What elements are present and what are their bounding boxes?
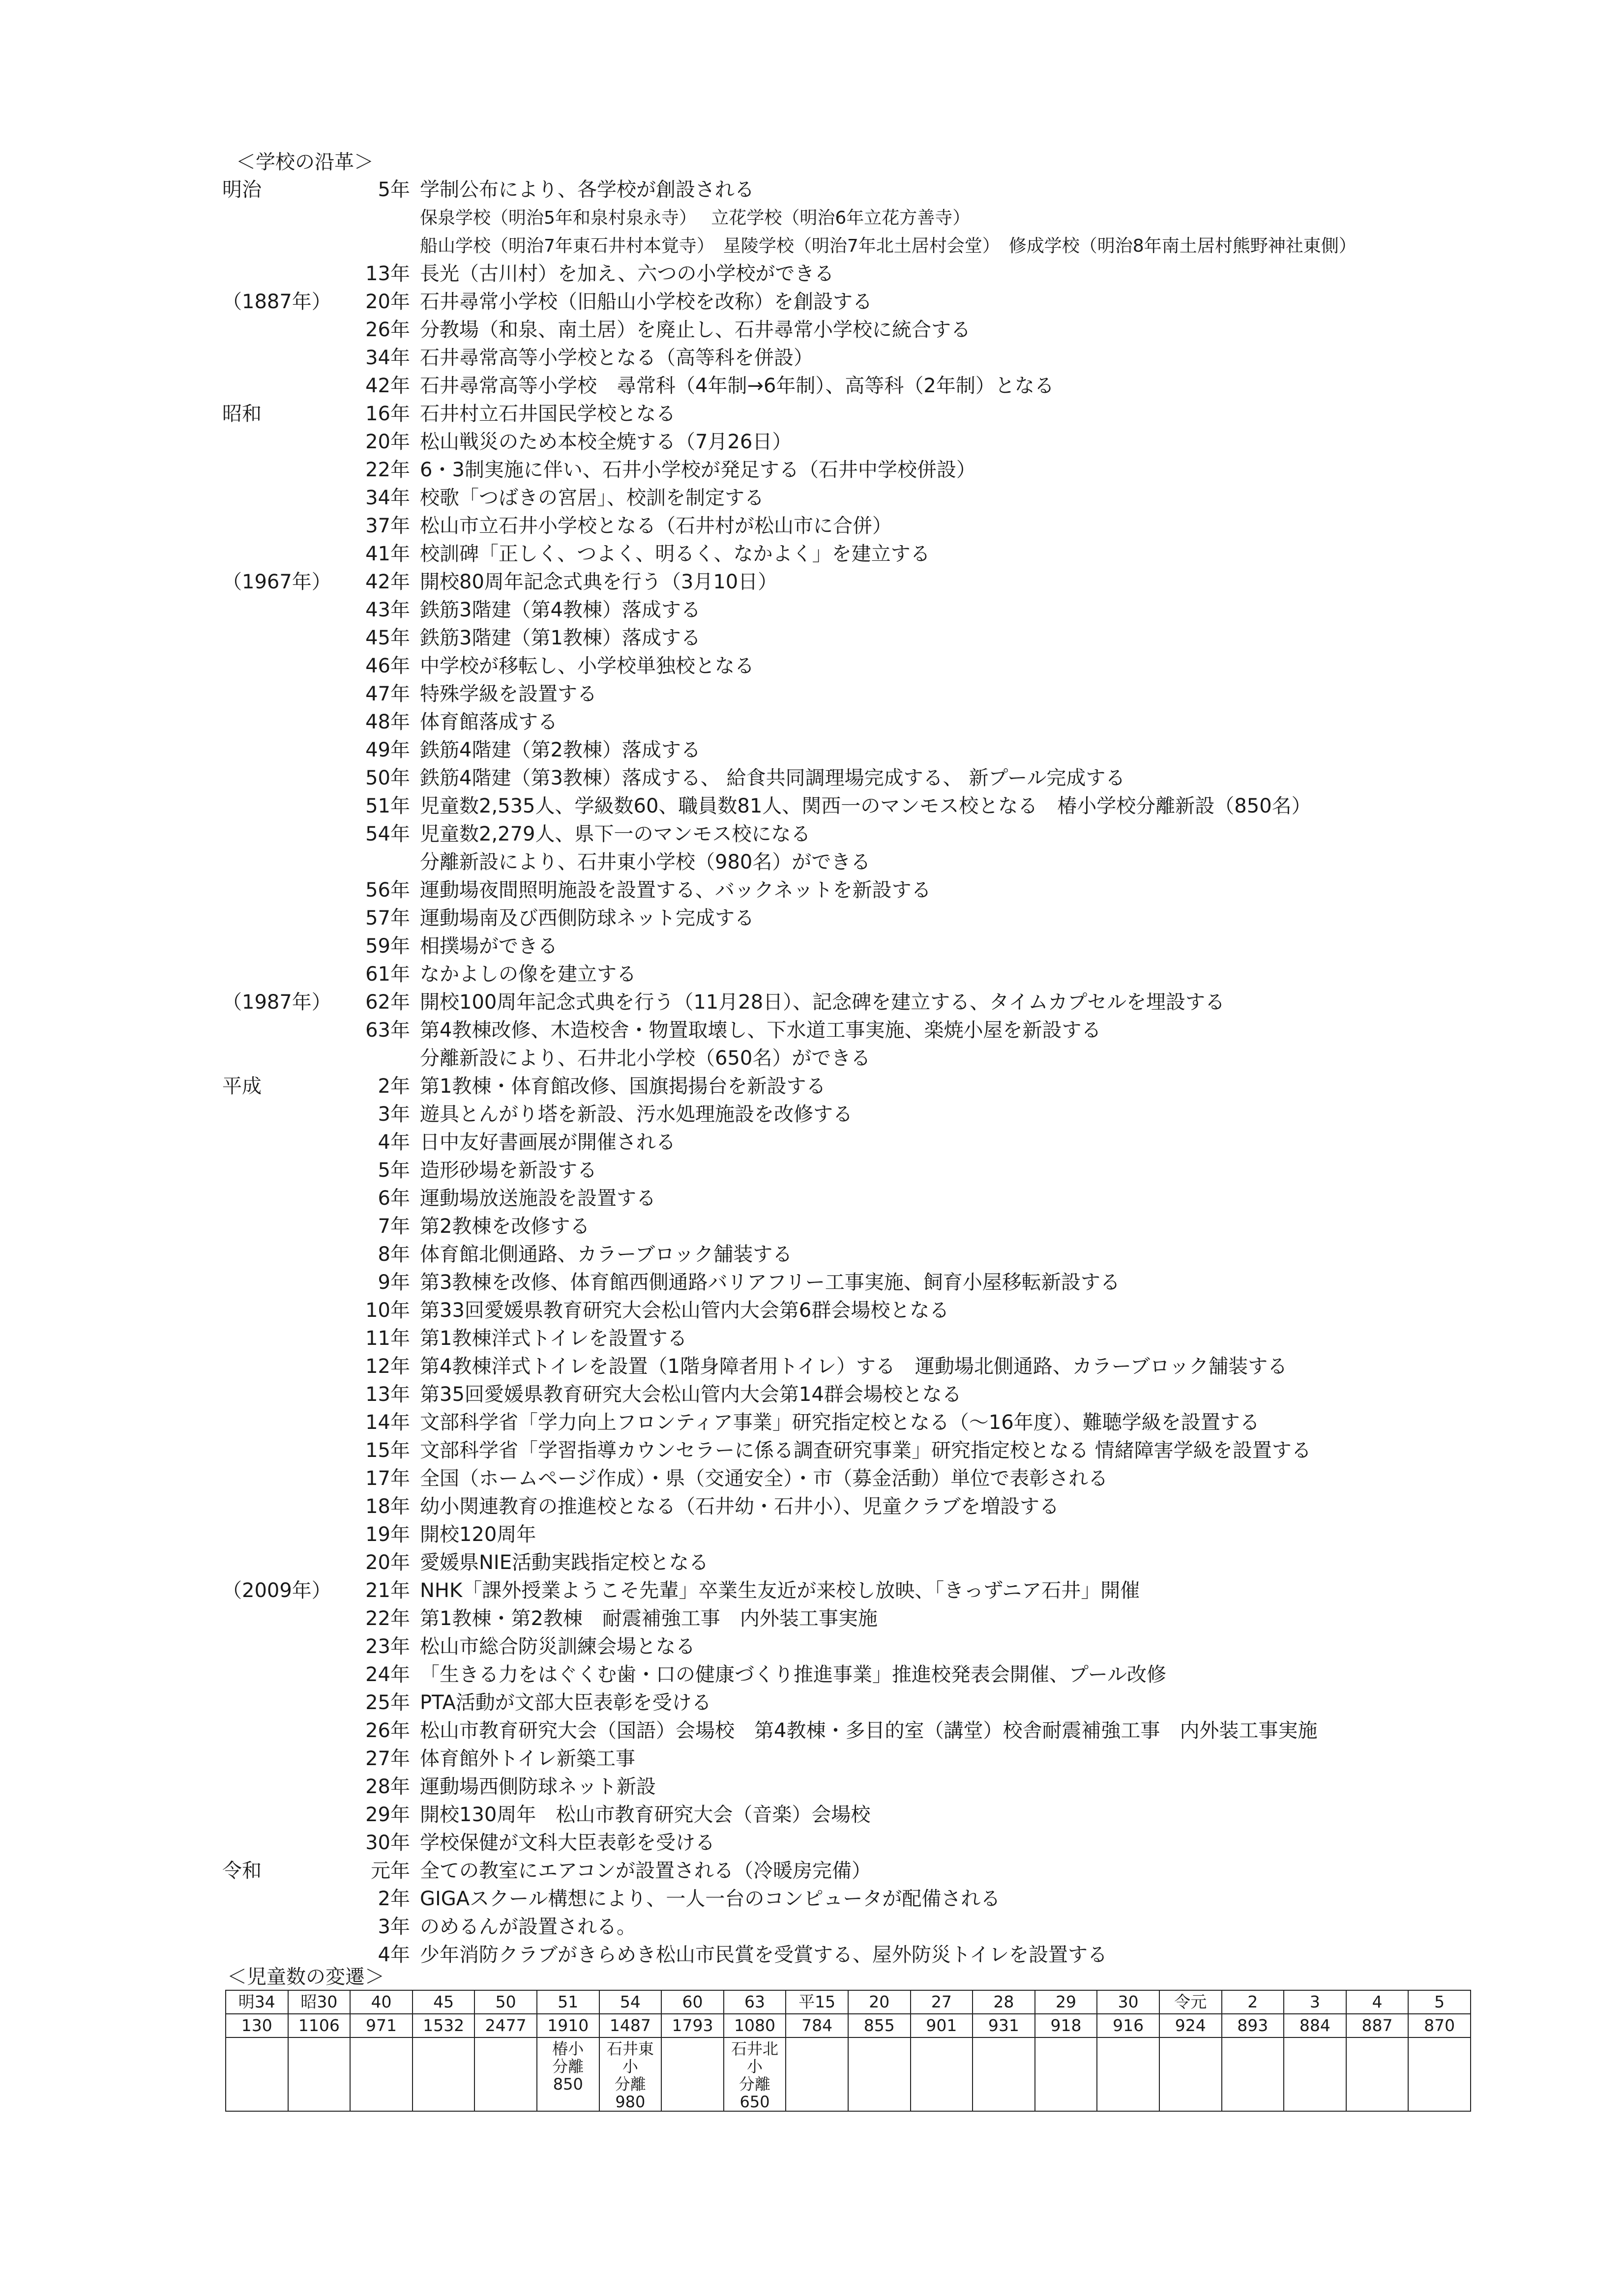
- history-list: [222, 176, 1599, 1969]
- history-row: [222, 820, 1599, 848]
- enrollment-count-cell: 971: [350, 2014, 413, 2037]
- history-year: 51年: [365, 795, 410, 817]
- history-year: 49年: [365, 739, 410, 761]
- history-year: 8年: [378, 1243, 410, 1266]
- history-year: 28年: [365, 1775, 410, 1798]
- history-text: 松山市総合防災訓練会場となる: [420, 1635, 695, 1658]
- enrollment-count-cell: 1532: [413, 2014, 475, 2037]
- history-text: 幼小関連教育の推進校となる（石井幼・石井小）、児童クラブを増設する: [420, 1495, 1059, 1518]
- history-year: 20年: [365, 1551, 410, 1574]
- history-text: 第3教棟を改修、体育館西側通路バリアフリー工事実施、飼育小屋移転新設する: [420, 1271, 1120, 1294]
- enrollment-year-cell: 63: [724, 1990, 786, 2014]
- history-year: 26年: [365, 319, 410, 341]
- history-era: （2009年）: [222, 1579, 331, 1602]
- enrollment-note-cell: [288, 2037, 351, 2111]
- history-row: [222, 876, 1599, 904]
- history-year: 41年: [365, 543, 410, 565]
- history-text: 第4教棟洋式トイレを設置（1階身障者用トイレ）する 運動場北側通路、カラーブロック舗装する: [420, 1355, 1288, 1378]
- history-year: 9年: [378, 1271, 410, 1294]
- enrollment-year-cell: 昭30: [288, 1990, 351, 2014]
- history-year: 23年: [365, 1635, 410, 1658]
- history-row: [222, 764, 1599, 792]
- enrollment-note-cell: [1284, 2037, 1346, 2111]
- history-text: 鉄筋3階建（第1教棟）落成する: [420, 627, 701, 649]
- history-text: 少年消防クラブがきらめき松山市民賞を受賞する、屋外防災トイレを設置する: [420, 1944, 1107, 1966]
- enrollment-count-row: [226, 2014, 1471, 2037]
- enrollment-year-cell: 51: [537, 1990, 599, 2014]
- enrollment-count-cell: 855: [848, 2014, 911, 2037]
- history-year: 4年: [378, 1131, 410, 1154]
- history-text: 相撲場ができる: [420, 935, 558, 958]
- history-year: 45年: [365, 627, 410, 649]
- enrollment-section-title: ＜児童数の変遷＞: [227, 1966, 384, 1988]
- history-year: 50年: [365, 767, 410, 789]
- enrollment-note-cell: [661, 2037, 724, 2111]
- history-year: 63年: [365, 1019, 410, 1042]
- history-row: [222, 1605, 1599, 1633]
- history-era: （1967年）: [222, 571, 331, 593]
- history-text: 開校80周年記念式典を行う（3月10日）: [420, 571, 778, 593]
- history-text: 松山市教育研究大会（国語）会場校 第4教棟・多目的室（講堂）校舎耐震補強工事 内外装工事実施: [420, 1719, 1318, 1742]
- history-row: [222, 1325, 1599, 1353]
- history-text: NHK「課外授業ようこそ先輩」卒業生友近が来校し放映、「きっずニア石井」開催: [420, 1579, 1140, 1602]
- history-text: 鉄筋4階建（第2教棟）落成する: [420, 739, 701, 761]
- history-text: 石井尋常小学校（旧船山小学校を改称）を創設する: [420, 291, 872, 313]
- history-row: [222, 1717, 1599, 1745]
- history-row: [222, 1885, 1599, 1913]
- history-year: 42年: [365, 375, 410, 397]
- enrollment-note-cell: [911, 2037, 973, 2111]
- history-year: 48年: [365, 711, 410, 733]
- history-row: [222, 1689, 1599, 1717]
- enrollment-count-cell: 884: [1284, 2014, 1346, 2037]
- enrollment-count-cell: 916: [1097, 2014, 1159, 2037]
- history-row: [222, 1913, 1599, 1941]
- history-text: 文部科学省「学習指導カウンセラーに係る調査研究事業」研究指定校となる 情緒障害学級を設置する: [420, 1439, 1311, 1462]
- history-year: 46年: [365, 655, 410, 677]
- history-era: 平成: [222, 1075, 262, 1098]
- history-row: [222, 204, 1599, 232]
- history-row: [222, 1829, 1599, 1857]
- enrollment-year-cell: 60: [661, 1990, 724, 2014]
- history-year: 6年: [378, 1187, 410, 1210]
- history-text: 分離新設により、石井北小学校（650名）ができる: [420, 1047, 871, 1070]
- enrollment-count-cell: 887: [1346, 2014, 1409, 2037]
- history-row: [222, 1213, 1599, 1241]
- history-row: [222, 624, 1599, 652]
- enrollment-note-cell: [1097, 2037, 1159, 2111]
- enrollment-note-cell: 石井北小 分離 650: [724, 2037, 786, 2111]
- history-text: 長光（古川村）を加え、六つの小学校ができる: [420, 262, 834, 285]
- history-era: 令和: [222, 1860, 262, 1882]
- enrollment-count-cell: 931: [973, 2014, 1035, 2037]
- history-text: 鉄筋3階建（第4教棟）落成する: [420, 599, 701, 621]
- history-text: のめるんが設置される。: [420, 1916, 636, 1938]
- enrollment-count-cell: 924: [1159, 2014, 1222, 2037]
- history-text: 特殊学級を設置する: [420, 683, 597, 705]
- enrollment-table: [225, 1990, 1471, 2112]
- history-year: 10年: [365, 1299, 410, 1322]
- history-row: [222, 708, 1599, 736]
- history-text: 遊具とんがり塔を新設、汚水処理施設を改修する: [420, 1103, 853, 1126]
- history-text: 開校120周年: [420, 1523, 536, 1546]
- history-year: 43年: [365, 599, 410, 621]
- history-year: 42年: [365, 571, 410, 593]
- enrollment-note-cell: [973, 2037, 1035, 2111]
- history-text: 第1教棟・第2教棟 耐震補強工事 内外装工事実施: [420, 1607, 878, 1630]
- history-row: [222, 176, 1599, 204]
- history-text: GIGAスクール構想により、一人一台のコンピュータが配備される: [420, 1888, 1001, 1910]
- history-row: [222, 456, 1599, 484]
- history-row: [222, 232, 1599, 260]
- history-row: [222, 1465, 1599, 1493]
- history-text: 運動場夜間照明施設を設置する、バックネットを新設する: [420, 879, 931, 901]
- history-year: 2年: [378, 1075, 410, 1098]
- history-row: [222, 1381, 1599, 1409]
- enrollment-year-cell: 平15: [786, 1990, 848, 2014]
- history-year: 59年: [365, 935, 410, 958]
- history-year: 56年: [365, 879, 410, 901]
- history-text: 体育館外トイレ新築工事: [420, 1747, 635, 1770]
- history-year: 22年: [365, 459, 410, 481]
- history-row: [222, 1101, 1599, 1129]
- enrollment-count-cell: 901: [911, 2014, 973, 2037]
- history-text: 学制公布により、各学校が創設される: [420, 178, 754, 201]
- history-text: 第1教棟洋式トイレを設置する: [420, 1327, 687, 1350]
- enrollment-note-cell: [786, 2037, 848, 2111]
- enrollment-count-cell: 1910: [537, 2014, 599, 2037]
- enrollment-count-cell: 870: [1408, 2014, 1471, 2037]
- enrollment-count-cell: 1793: [661, 2014, 724, 2037]
- history-row: [222, 288, 1599, 316]
- enrollment-year-cell: 28: [973, 1990, 1035, 2014]
- history-row: [222, 736, 1599, 764]
- enrollment-year-cell: 27: [911, 1990, 973, 2014]
- history-text: 学校保健が文科大臣表彰を受ける: [420, 1831, 715, 1854]
- enrollment-note-cell: [474, 2037, 537, 2111]
- history-era: 明治: [222, 178, 262, 201]
- history-year: 26年: [365, 1719, 410, 1742]
- history-text: 保泉学校（明治5年和泉村泉永寺） 立花学校（明治6年立花方善寺）: [420, 208, 971, 228]
- history-text: 第2教棟を改修する: [420, 1215, 590, 1238]
- history-row: [222, 1521, 1599, 1549]
- history-year: 24年: [365, 1663, 410, 1686]
- history-row: [222, 904, 1599, 932]
- history-text: 第33回愛媛県教育研究大会松山管内大会第6群会場校となる: [420, 1299, 949, 1322]
- enrollment-count-cell: 130: [226, 2014, 288, 2037]
- history-year: 19年: [365, 1523, 410, 1546]
- history-text: 船山学校（明治7年東石井村本覚寺） 星陵学校（明治7年北土居村会堂） 修成学校（明治8年南土居村熊野神社東側）: [420, 236, 1357, 256]
- enrollment-year-cell: 20: [848, 1990, 911, 2014]
- history-text: 開校130周年 松山市教育研究大会（音楽）会場校: [420, 1803, 871, 1826]
- history-text: 児童数2,535人、学級数60、職員数81人、関西一のマンモス校となる 椿小学校分離新設（850名）: [420, 795, 1311, 817]
- history-text: 造形砂場を新設する: [420, 1159, 597, 1182]
- history-year: 61年: [365, 963, 410, 986]
- enrollment-note-cell: 椿小 分離 850: [537, 2037, 599, 2111]
- history-year: 27年: [365, 1747, 410, 1770]
- enrollment-year-cell: 50: [474, 1990, 537, 2014]
- history-text: 校訓碑「正しく、つよく、明るく、なかよく」を建立する: [420, 543, 930, 565]
- enrollment-count-cell: 918: [1035, 2014, 1097, 2037]
- history-year: 20年: [365, 291, 410, 313]
- history-era: （1987年）: [222, 991, 331, 1014]
- history-year: 14年: [365, 1411, 410, 1434]
- enrollment-year-cell: 45: [413, 1990, 475, 2014]
- history-text: 中学校が移転し、小学校単独校となる: [420, 655, 754, 677]
- enrollment-note-cell: 石井東小 分離 980: [599, 2037, 662, 2111]
- enrollment-note-cell: [1346, 2037, 1409, 2111]
- history-text: 分離新設により、石井東小学校（980名）ができる: [420, 851, 871, 873]
- history-era: （1887年）: [222, 291, 331, 313]
- enrollment-count-cell: 1080: [724, 2014, 786, 2037]
- enrollment-note-cell: [1408, 2037, 1471, 2111]
- enrollment-year-row: [226, 1990, 1471, 2014]
- history-row: [222, 1045, 1599, 1073]
- enrollment-year-cell: 30: [1097, 1990, 1159, 2014]
- history-text: 石井尋常高等小学校となる（高等科を併設）: [420, 347, 813, 369]
- enrollment-note-cell: [350, 2037, 413, 2111]
- history-text: 運動場放送施設を設置する: [420, 1187, 656, 1210]
- history-text: 石井村立石井国民学校となる: [420, 403, 676, 425]
- history-year: 57年: [365, 907, 410, 930]
- history-year: 21年: [365, 1579, 410, 1602]
- history-row: [222, 1129, 1599, 1157]
- history-year: 5年: [378, 1159, 410, 1182]
- enrollment-note-cell: [1222, 2037, 1284, 2111]
- history-year: 11年: [365, 1327, 410, 1350]
- history-row: [222, 1241, 1599, 1269]
- history-row: [222, 848, 1599, 876]
- history-row: [222, 1017, 1599, 1045]
- history-text: PTA活動が文部大臣表彰を受ける: [420, 1691, 711, 1714]
- history-text: 全ての教室にエアコンが設置される（冷暖房完備）: [420, 1860, 871, 1882]
- history-year: 4年: [378, 1944, 410, 1966]
- history-text: 分教場（和泉、南土居）を廃止し、石井尋常小学校に統合する: [420, 319, 971, 341]
- history-row: [222, 1353, 1599, 1381]
- history-row: [222, 1185, 1599, 1213]
- history-row: [222, 1857, 1599, 1885]
- enrollment-year-cell: 5: [1408, 1990, 1471, 2014]
- history-year: 34年: [365, 347, 410, 369]
- history-row: [222, 372, 1599, 400]
- history-row: [222, 1577, 1599, 1605]
- history-text: 「生きる力をはぐくむ歯・口の健康づくり推進事業」推進校発表会開催、プール改修: [420, 1663, 1166, 1686]
- enrollment-note-cell: [848, 2037, 911, 2111]
- history-text: 松山市立石井小学校となる（石井村が松山市に合併）: [420, 515, 892, 537]
- history-year: 12年: [365, 1355, 410, 1378]
- history-row: [222, 1941, 1599, 1969]
- history-row: [222, 1773, 1599, 1801]
- history-row: [222, 792, 1599, 820]
- history-year: 20年: [365, 431, 410, 453]
- enrollment-note-row: [226, 2037, 1471, 2111]
- history-row: [222, 540, 1599, 568]
- history-row: [222, 1437, 1599, 1465]
- history-text: 鉄筋4階建（第3教棟）落成する、 給食共同調理場完成する、 新プール完成する: [420, 767, 1125, 789]
- history-row: [222, 1297, 1599, 1325]
- history-row: [222, 428, 1599, 456]
- history-row: [222, 316, 1599, 344]
- history-year: 17年: [365, 1467, 410, 1490]
- history-row: [222, 260, 1599, 288]
- history-text: 文部科学省「学力向上フロンティア事業」研究指定校となる（～16年度）、難聴学級を設置する: [420, 1411, 1260, 1434]
- enrollment-note-cell: [1159, 2037, 1222, 2111]
- history-year: 13年: [365, 262, 410, 285]
- history-year: 3年: [378, 1103, 410, 1126]
- history-year: 47年: [365, 683, 410, 705]
- history-text: 松山戦災のため本校全焼する（7月26日）: [420, 431, 792, 453]
- history-text: 石井尋常高等小学校 尋常科（4年制→6年制）、高等科（2年制）となる: [420, 375, 1054, 397]
- history-row: [222, 512, 1599, 540]
- history-year: 34年: [365, 487, 410, 509]
- enrollment-count-cell: 2477: [474, 2014, 537, 2037]
- history-row: [222, 1633, 1599, 1661]
- history-year: 30年: [365, 1831, 410, 1854]
- enrollment-note-cell: [226, 2037, 288, 2111]
- enrollment-year-cell: 2: [1222, 1990, 1284, 2014]
- enrollment-count-cell: 893: [1222, 2014, 1284, 2037]
- history-text: 開校100周年記念式典を行う（11月28日）、記念碑を建立する、タイムカプセルを埋設する: [420, 991, 1225, 1014]
- history-text: 全国（ホームページ作成）・県（交通安全）・市（募金活動）単位で表彰される: [420, 1467, 1108, 1490]
- history-year: 3年: [378, 1916, 410, 1938]
- history-row: [222, 1157, 1599, 1185]
- history-year: 25年: [365, 1691, 410, 1714]
- history-year: 15年: [365, 1439, 410, 1462]
- history-text: 運動場南及び西側防球ネット完成する: [420, 907, 754, 930]
- history-row: [222, 596, 1599, 624]
- history-row: [222, 568, 1599, 596]
- history-text: 体育館北側通路、カラーブロック舗装する: [420, 1243, 793, 1266]
- history-text: 運動場西側防球ネット新設: [420, 1775, 656, 1798]
- enrollment-year-cell: 54: [599, 1990, 662, 2014]
- history-year: 元年: [371, 1860, 410, 1882]
- history-text: 愛媛県NIE活動実践指定校となる: [420, 1551, 709, 1574]
- enrollment-note-cell: [413, 2037, 475, 2111]
- history-section-title: ＜学校の沿革＞: [236, 151, 374, 174]
- history-text: 第4教棟改修、木造校舎・物置取壊し、下水道工事実施、楽焼小屋を新設する: [420, 1019, 1101, 1042]
- enrollment-year-cell: 40: [350, 1990, 413, 2014]
- history-row: [222, 400, 1599, 428]
- history-year: 54年: [365, 823, 410, 845]
- history-year: 22年: [365, 1607, 410, 1630]
- history-row: [222, 1745, 1599, 1773]
- history-year: 5年: [378, 178, 410, 201]
- history-row: [222, 1409, 1599, 1437]
- history-row: [222, 1493, 1599, 1521]
- history-year: 29年: [365, 1803, 410, 1826]
- history-row: [222, 1801, 1599, 1829]
- history-text: 日中友好書画展が開催される: [420, 1131, 676, 1154]
- history-text: 6・3制実施に伴い、石井小学校が発足する（石井中学校併設）: [420, 459, 976, 481]
- enrollment-year-cell: 明34: [226, 1990, 288, 2014]
- history-row: [222, 484, 1599, 512]
- history-year: 7年: [378, 1215, 410, 1238]
- history-row: [222, 1549, 1599, 1577]
- history-row: [222, 1661, 1599, 1689]
- history-year: 13年: [365, 1383, 410, 1406]
- enrollment-count-cell: 784: [786, 2014, 848, 2037]
- enrollment-count-cell: 1487: [599, 2014, 662, 2037]
- enrollment-year-cell: 3: [1284, 1990, 1346, 2014]
- enrollment-year-cell: 29: [1035, 1990, 1097, 2014]
- history-year: 37年: [365, 515, 410, 537]
- history-text: 校歌「つばきの宮居」、校訓を制定する: [420, 487, 764, 509]
- history-text: 第1教棟・体育館改修、国旗掲揚台を新設する: [420, 1075, 826, 1098]
- history-text: 児童数2,279人、県下一のマンモス校になる: [420, 823, 811, 845]
- enrollment-year-cell: 4: [1346, 1990, 1409, 2014]
- history-year: 2年: [378, 1888, 410, 1910]
- history-text: 体育館落成する: [420, 711, 558, 733]
- enrollment-year-cell: 令元: [1159, 1990, 1222, 2014]
- history-year: 16年: [365, 403, 410, 425]
- history-year: 62年: [365, 991, 410, 1014]
- history-row: [222, 1269, 1599, 1297]
- history-row: [222, 932, 1599, 960]
- history-row: [222, 960, 1599, 988]
- enrollment-note-cell: [1035, 2037, 1097, 2111]
- enrollment-count-cell: 1106: [288, 2014, 351, 2037]
- history-row: [222, 344, 1599, 372]
- history-text: なかよしの像を建立する: [420, 963, 636, 986]
- history-text: 第35回愛媛県教育研究大会松山管内大会第14群会場校となる: [420, 1383, 962, 1406]
- history-row: [222, 1073, 1599, 1101]
- history-row: [222, 680, 1599, 708]
- history-row: [222, 988, 1599, 1017]
- history-year: 18年: [365, 1495, 410, 1518]
- history-row: [222, 652, 1599, 680]
- history-era: 昭和: [222, 403, 262, 425]
